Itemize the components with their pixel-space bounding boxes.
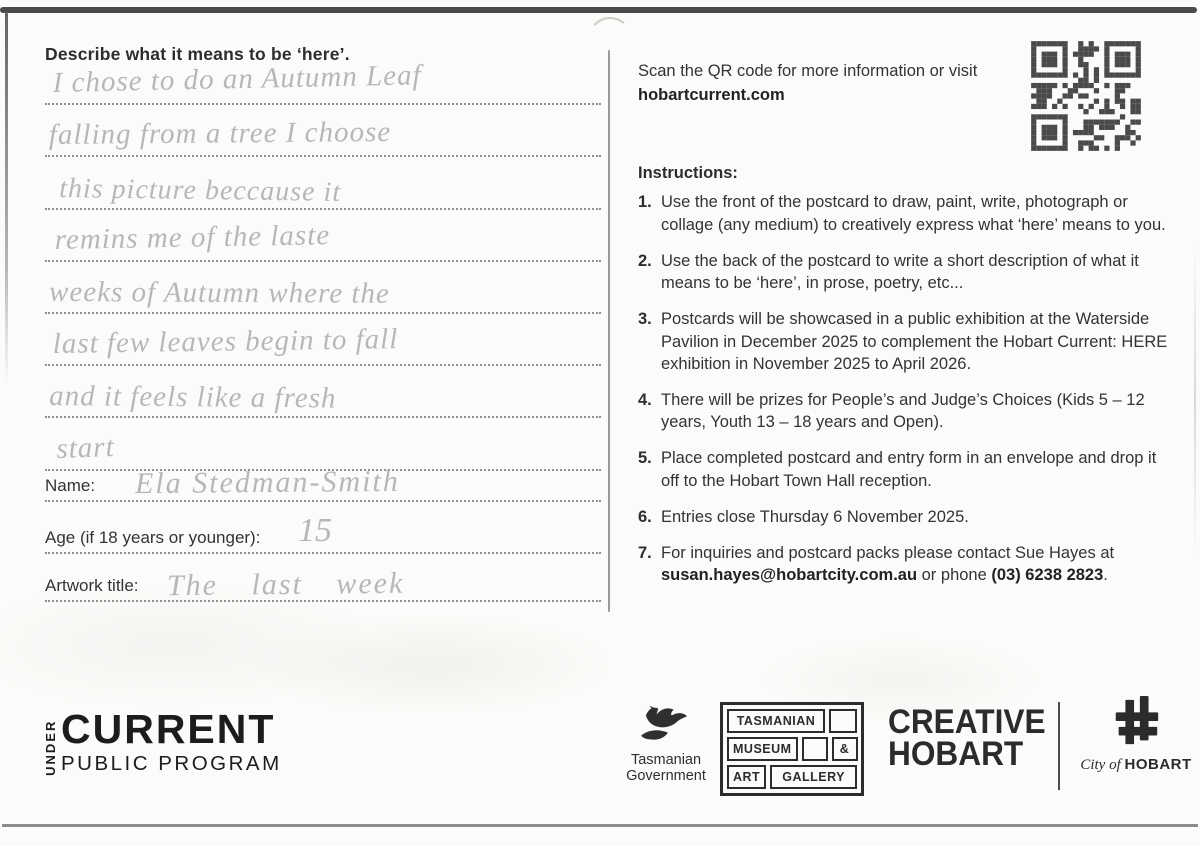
instruction-number: 2. (638, 251, 652, 270)
tasmanian-government-logo (616, 700, 716, 784)
instruction-text-plain: Use the back of the postcard to write a short description of what it means to be ‘here’, in prose, poetry, etc... (661, 251, 1139, 293)
handwritten-text: and it feels like a fresh (49, 380, 337, 415)
instruction-text-plain: Place completed postcard and entry form in an envelope and drop it off to the Hobart Town Hall reception. (661, 449, 1157, 490)
instruction-text (661, 308, 1170, 375)
name-handwritten-value: Ela Stedman-Smith (134, 464, 400, 501)
instruction-text-plain: Use the front of the postcard to draw, paint, write, photograph or collage (any medium) to creatively express what ‘here’ means to you. (661, 193, 1166, 234)
instruction-text-plain: . (1103, 566, 1108, 585)
instruction-item (638, 447, 1170, 492)
writing-line (45, 418, 601, 470)
description-writing-area (45, 53, 601, 471)
scan-edge-bottom (2, 824, 1198, 827)
writing-line (45, 262, 601, 314)
writing-line (45, 314, 601, 366)
tmag-tasmanian-cell: TASMANIAN (727, 709, 825, 733)
instruction-item (638, 308, 1170, 375)
scan-edge-left (5, 12, 8, 384)
intro-text (638, 59, 1000, 109)
handwritten-text: remins me of the laste (54, 218, 331, 256)
undercurrent-vertical-text: UNDER (43, 719, 58, 776)
creative-hobart-logo (888, 703, 1046, 773)
instruction-item (638, 506, 1170, 528)
column-divider (608, 50, 610, 612)
tasgov-line2: Government (626, 768, 706, 785)
tmag-museum-cell: MUSEUM (727, 737, 798, 761)
instruction-text-plain: Entries close Thursday 6 November 2025. (661, 507, 969, 526)
instructions-heading: Instructions: (638, 164, 738, 182)
writing-line (45, 53, 601, 105)
instruction-text (661, 542, 1170, 587)
instruction-item (638, 250, 1170, 295)
contact-email: susan.hayes@hobartcity.com.au (661, 566, 918, 585)
tmag-empty-cell (802, 737, 828, 761)
handwritten-text: last few leaves begin to fall (52, 323, 399, 361)
handwritten-text: weeks of Autumn where the (49, 275, 390, 310)
artwork-title-field (45, 566, 601, 602)
tmag-gallery-cell: GALLERY (770, 765, 857, 789)
tmag-ampersand-cell: & (832, 737, 858, 761)
hobart-line: HOBART (888, 734, 1024, 773)
footer-logo-divider (1058, 702, 1060, 790)
instruction-number: 5. (638, 449, 652, 468)
city-of-hobart-hash-icon (1109, 694, 1163, 750)
instruction-number: 7. (638, 543, 652, 562)
instruction-text (661, 506, 1170, 528)
intro-text-plain: Scan the QR code for more information or visit (638, 61, 978, 80)
tmag-row (727, 765, 857, 789)
instruction-number: 3. (638, 310, 652, 329)
undercurrent-public-program-logo (43, 706, 282, 776)
public-program-label: PUBLIC PROGRAM (61, 751, 282, 775)
qr-code-icon (1028, 38, 1144, 154)
undercurrent-right-block (61, 706, 282, 776)
name-label: Name: (45, 476, 96, 495)
hobart-name: HOBART (1124, 756, 1192, 773)
instruction-text-plain: There will be prizes for People’s and Judge’s Choices (Kids 5 – 12 years, Youth 13 – 18 years and Open). (661, 391, 1145, 432)
undercurrent-wordmark: CURRENT (61, 706, 276, 752)
page-title: Describe what it means to be ‘here’. (45, 44, 350, 64)
instruction-text (661, 389, 1170, 434)
city-of-hobart-logo (1076, 694, 1196, 774)
instructions-section (638, 162, 1170, 600)
tasmanian-government-label (616, 752, 716, 784)
instruction-text (661, 447, 1170, 492)
instruction-text-plain: Postcards will be showcased in a public exhibition at the Waterside Pavilion in December 2025 to complement the Hobart Current: HERE exhibition in November 2025 to April 2026. (661, 310, 1168, 374)
tasmanian-government-logo-icon (633, 700, 699, 746)
age-field (45, 512, 601, 554)
instruction-number: 6. (638, 507, 652, 526)
tasmanian-museum-art-gallery-logo (720, 702, 864, 796)
artwork-title-handwritten-value: The last week (166, 566, 405, 603)
writing-line (45, 210, 601, 262)
city-of-prefix: City of (1080, 757, 1125, 773)
contact-phone: (03) 6238 2823 (991, 566, 1104, 585)
handwritten-text: falling from a tree I choose (48, 116, 392, 152)
instruction-text (661, 250, 1170, 295)
city-of-hobart-label (1076, 756, 1196, 774)
website-url: hobartcurrent.com (638, 86, 785, 105)
writing-line (45, 366, 601, 418)
instruction-item (638, 542, 1170, 587)
handwritten-text: this picture beccause it (59, 172, 342, 208)
handwritten-text: I chose to do an Autumn Leaf (52, 59, 422, 100)
instruction-number: 4. (638, 391, 652, 409)
scan-edge-top (0, 7, 1197, 13)
handwritten-text: start (55, 430, 116, 465)
age-label: Age (if 18 years or younger): (45, 528, 261, 547)
writing-line (45, 105, 601, 157)
instruction-item (638, 191, 1170, 236)
writing-line (45, 157, 601, 209)
tmag-empty-cell (829, 709, 857, 733)
tmag-row (727, 709, 857, 733)
scan-edge-right (1194, 240, 1196, 560)
instruction-text (661, 191, 1170, 236)
name-field (45, 466, 601, 502)
instruction-text-plain: or phone (917, 566, 992, 585)
instruction-number: 1. (638, 193, 652, 212)
tasgov-line1: Tasmanian (630, 752, 702, 768)
tmag-row (727, 737, 857, 761)
instruction-item (638, 389, 1170, 434)
creative-line: CREATIVE (888, 703, 1046, 741)
tmag-art-cell: ART (727, 765, 766, 789)
artwork-title-label: Artwork title: (45, 576, 139, 595)
instruction-text-plain: For inquiries and postcard packs please contact Sue Hayes at (661, 543, 1115, 562)
age-handwritten-value: 15 (298, 512, 332, 549)
